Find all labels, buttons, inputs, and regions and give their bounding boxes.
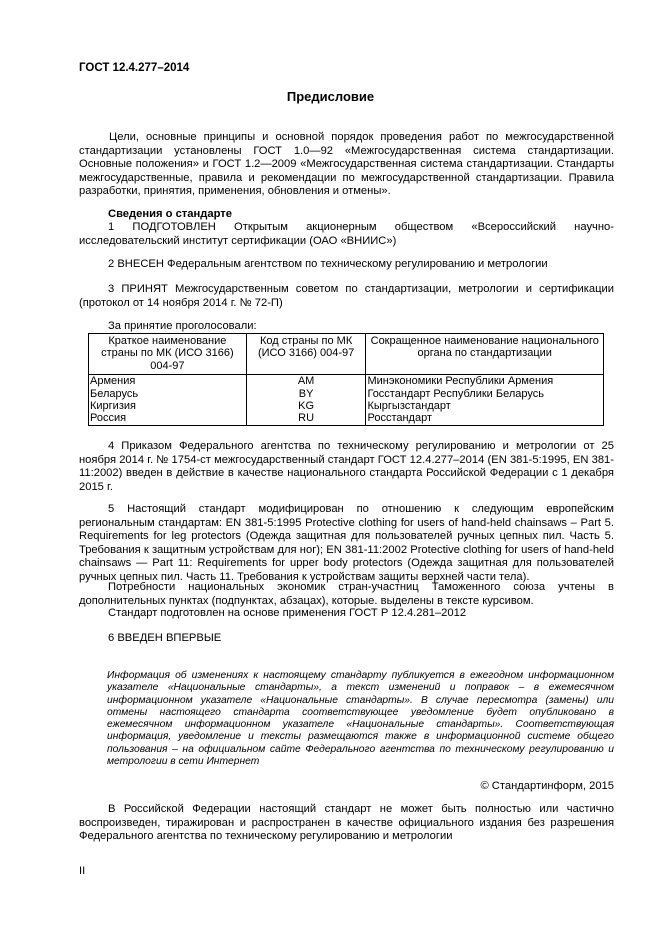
table-cell-body: Росстандарт bbox=[366, 412, 604, 425]
document-code: ГОСТ 12.4.277–2014 bbox=[79, 62, 190, 74]
table-cell-country: Киргизия bbox=[89, 400, 247, 412]
legal-notice: В Российской Федерации настоящий стандарт не может быть полностью или частично воспроизведен, тиражирован и распространен в качестве официального издания без разрешения Федерального агентства по техническому регулированию и метрологии bbox=[79, 803, 614, 843]
item-2-introduced: 2 ВНЕСЕН Федеральным агентством по техническому регулированию и метрологии bbox=[108, 258, 548, 270]
table-cell-code: RU bbox=[246, 412, 366, 425]
table-row bbox=[89, 388, 604, 400]
table-row bbox=[89, 375, 604, 388]
table-cell-code: KG bbox=[246, 400, 366, 412]
table-header-body: Сокращенное наименование национального органа по стандартизации bbox=[366, 334, 604, 375]
table-header-row bbox=[89, 334, 604, 375]
table-header-country: Краткое наименование страны по МК (ИСО 3166) 004-97 bbox=[89, 334, 247, 375]
table-row bbox=[89, 400, 604, 412]
item-5-basis: Стандарт подготовлен на основе применения ГОСТ Р 12.4.281–2012 bbox=[108, 607, 467, 619]
item-5-needs: Потребности национальных экономик стран-участниц Таможенного союза учтены в дополнительных пунктах (подпунктах, абзацах), которые. выделены в тексте курсивом. bbox=[79, 581, 614, 607]
item-3-adopted: 3 ПРИНЯТ Межгосударственным советом по стандартизации, метрологии и сертификации (протокол от 14 ноября 2014 г. № 72-П) bbox=[79, 283, 614, 309]
table-cell-code: BY bbox=[246, 388, 366, 400]
voted-label: За принятие проголосовали: bbox=[108, 320, 257, 332]
page-title: Предисловие bbox=[286, 89, 375, 104]
item-4-order: 4 Приказом Федерального агентства по техническому регулированию и метрологии от 25 ноября 2014 г. № 1754-ст межгосударственный стандарт ГОСТ 12.4.277–2014 (EN 381-5:1995, EN 381-11:2002) введен в действие в качестве национального стандарта Российской Федерации с 1 декабря 2015 г. bbox=[79, 440, 614, 493]
table-cell-country: Армения bbox=[89, 375, 247, 388]
item-5-modified: 5 Настоящий стандарт модифицирован по отношению к следующим европейским региональным стандартам: EN 381-5:1995 Protective clothing for users of hand-held chainsaws – Part 5. Requirements for leg protectors (Одежда защитная для пользователей ручных цепных пил. Часть 5. Требования к защитным устройствам для ног); EN 381-11:2002 Protective clothing for users of hand-held chainsaws — Part 11: Requirements for upper body protectors (Одежда защитная для пользователей ручных цепных пил. Часть 11. Требования к устройствам защиты верхней части тела). bbox=[79, 503, 614, 583]
vote-table bbox=[88, 333, 604, 426]
table-cell-body: Минэкономики Республики Армения bbox=[366, 375, 604, 388]
table-cell-country: Россия bbox=[89, 412, 247, 425]
table-cell-code: AM bbox=[246, 375, 366, 388]
table-header-code: Код страны по МК (ИСО 3166) 004-97 bbox=[246, 334, 366, 375]
copyright: © Стандартинформ, 2015 bbox=[480, 780, 614, 792]
changes-notice: Информация об изменениях к настоящему стандарту публикуется в ежегодном информационном указателе «Национальные стандарты», а текст изменений и поправок – в ежемесячном информационном указателе «Национальные стандарты». В случае пересмотра (замены) или отмены настоящего стандарта соответствующее уведомление будет опубликовано в ежемесячном информационном указателе «Национальные стандарты». Соответствующая информация, уведомление и тексты размещаются также в информационной системе общего пользования – на официальном сайте Федерального агентства по техническому регулированию и метрологии в сети Интернет bbox=[107, 670, 614, 768]
table-cell-country: Беларусь bbox=[89, 388, 247, 400]
item-1-prepared: 1 ПОДГОТОВЛЕН Открытым акционерным обществом «Всероссийский научно-исследовательский институт сертификации (ОАО «ВНИИС») bbox=[79, 221, 614, 247]
standard-info-heading: Сведения о стандарте bbox=[108, 208, 232, 220]
table-cell-body: Госстандарт Республики Беларусь bbox=[366, 388, 604, 400]
item-6-first-introduced: 6 ВВЕДЕН ВПЕРВЫЕ bbox=[108, 632, 222, 644]
page-number: II bbox=[79, 865, 86, 877]
table-cell-body: Кыргызстандарт bbox=[366, 400, 604, 412]
intro-paragraph: Цели, основные принципы и основной порядок проведения работ по межгосударственной стандартизации установлены ГОСТ 1.0—92 «Межгосударственная система стандартизации. Основные положения» и ГОСТ 1.2—2009 «Межгосударственная система стандартизации. Стандарты межгосударственные, правила и рекомендации по межгосударственной стандартизации. Правила разработки, принятия, применения, обновления и отмены». bbox=[79, 131, 614, 198]
table-row bbox=[89, 412, 604, 425]
